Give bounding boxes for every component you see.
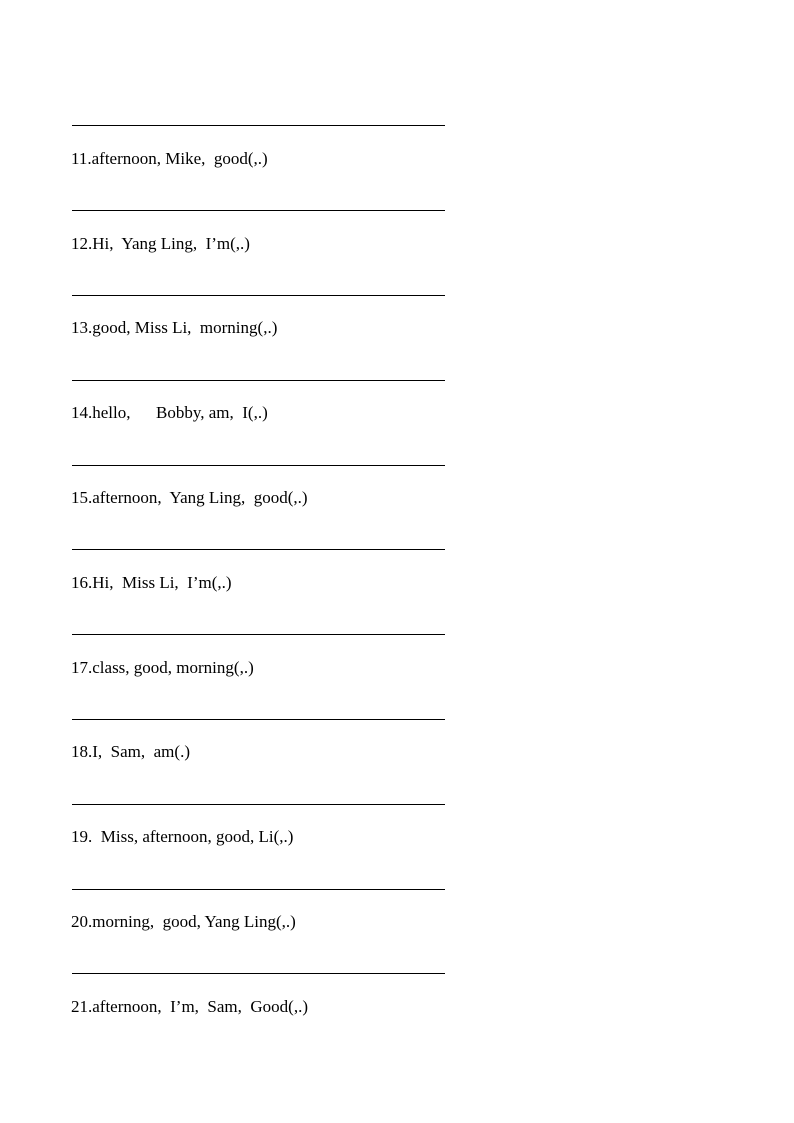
exercise-item-14: 14.hello, Bobby, am, I(,.) <box>71 403 268 422</box>
answer-line[interactable] <box>72 973 445 974</box>
exercise-item-16: 16.Hi, Miss Li, I’m(,.) <box>71 573 232 592</box>
answer-line[interactable] <box>72 295 445 296</box>
answer-line[interactable] <box>72 210 445 211</box>
exercise-item-18: 18.I, Sam, am(.) <box>71 742 190 761</box>
exercise-item-13: 13.good, Miss Li, morning(,.) <box>71 318 278 337</box>
answer-line[interactable] <box>72 465 445 466</box>
answer-line[interactable] <box>72 804 445 805</box>
answer-line[interactable] <box>72 634 445 635</box>
exercise-item-11: 11.afternoon, Mike, good(,.) <box>71 149 268 168</box>
exercise-item-21: 21.afternoon, I’m, Sam, Good(,.) <box>71 997 309 1016</box>
answer-line[interactable] <box>72 889 445 890</box>
answer-line[interactable] <box>72 380 445 381</box>
exercise-item-19: 19. Miss, afternoon, good, Li(,.) <box>71 827 294 846</box>
exercise-item-20: 20.morning, good, Yang Ling(,.) <box>71 912 296 931</box>
answer-line[interactable] <box>72 719 445 720</box>
exercise-item-15: 15.afternoon, Yang Ling, good(,.) <box>71 488 308 507</box>
exercise-item-12: 12.Hi, Yang Ling, I’m(,.) <box>71 234 250 253</box>
answer-line[interactable] <box>72 125 445 126</box>
exercise-item-17: 17.class, good, morning(,.) <box>71 658 254 677</box>
answer-line[interactable] <box>72 549 445 550</box>
